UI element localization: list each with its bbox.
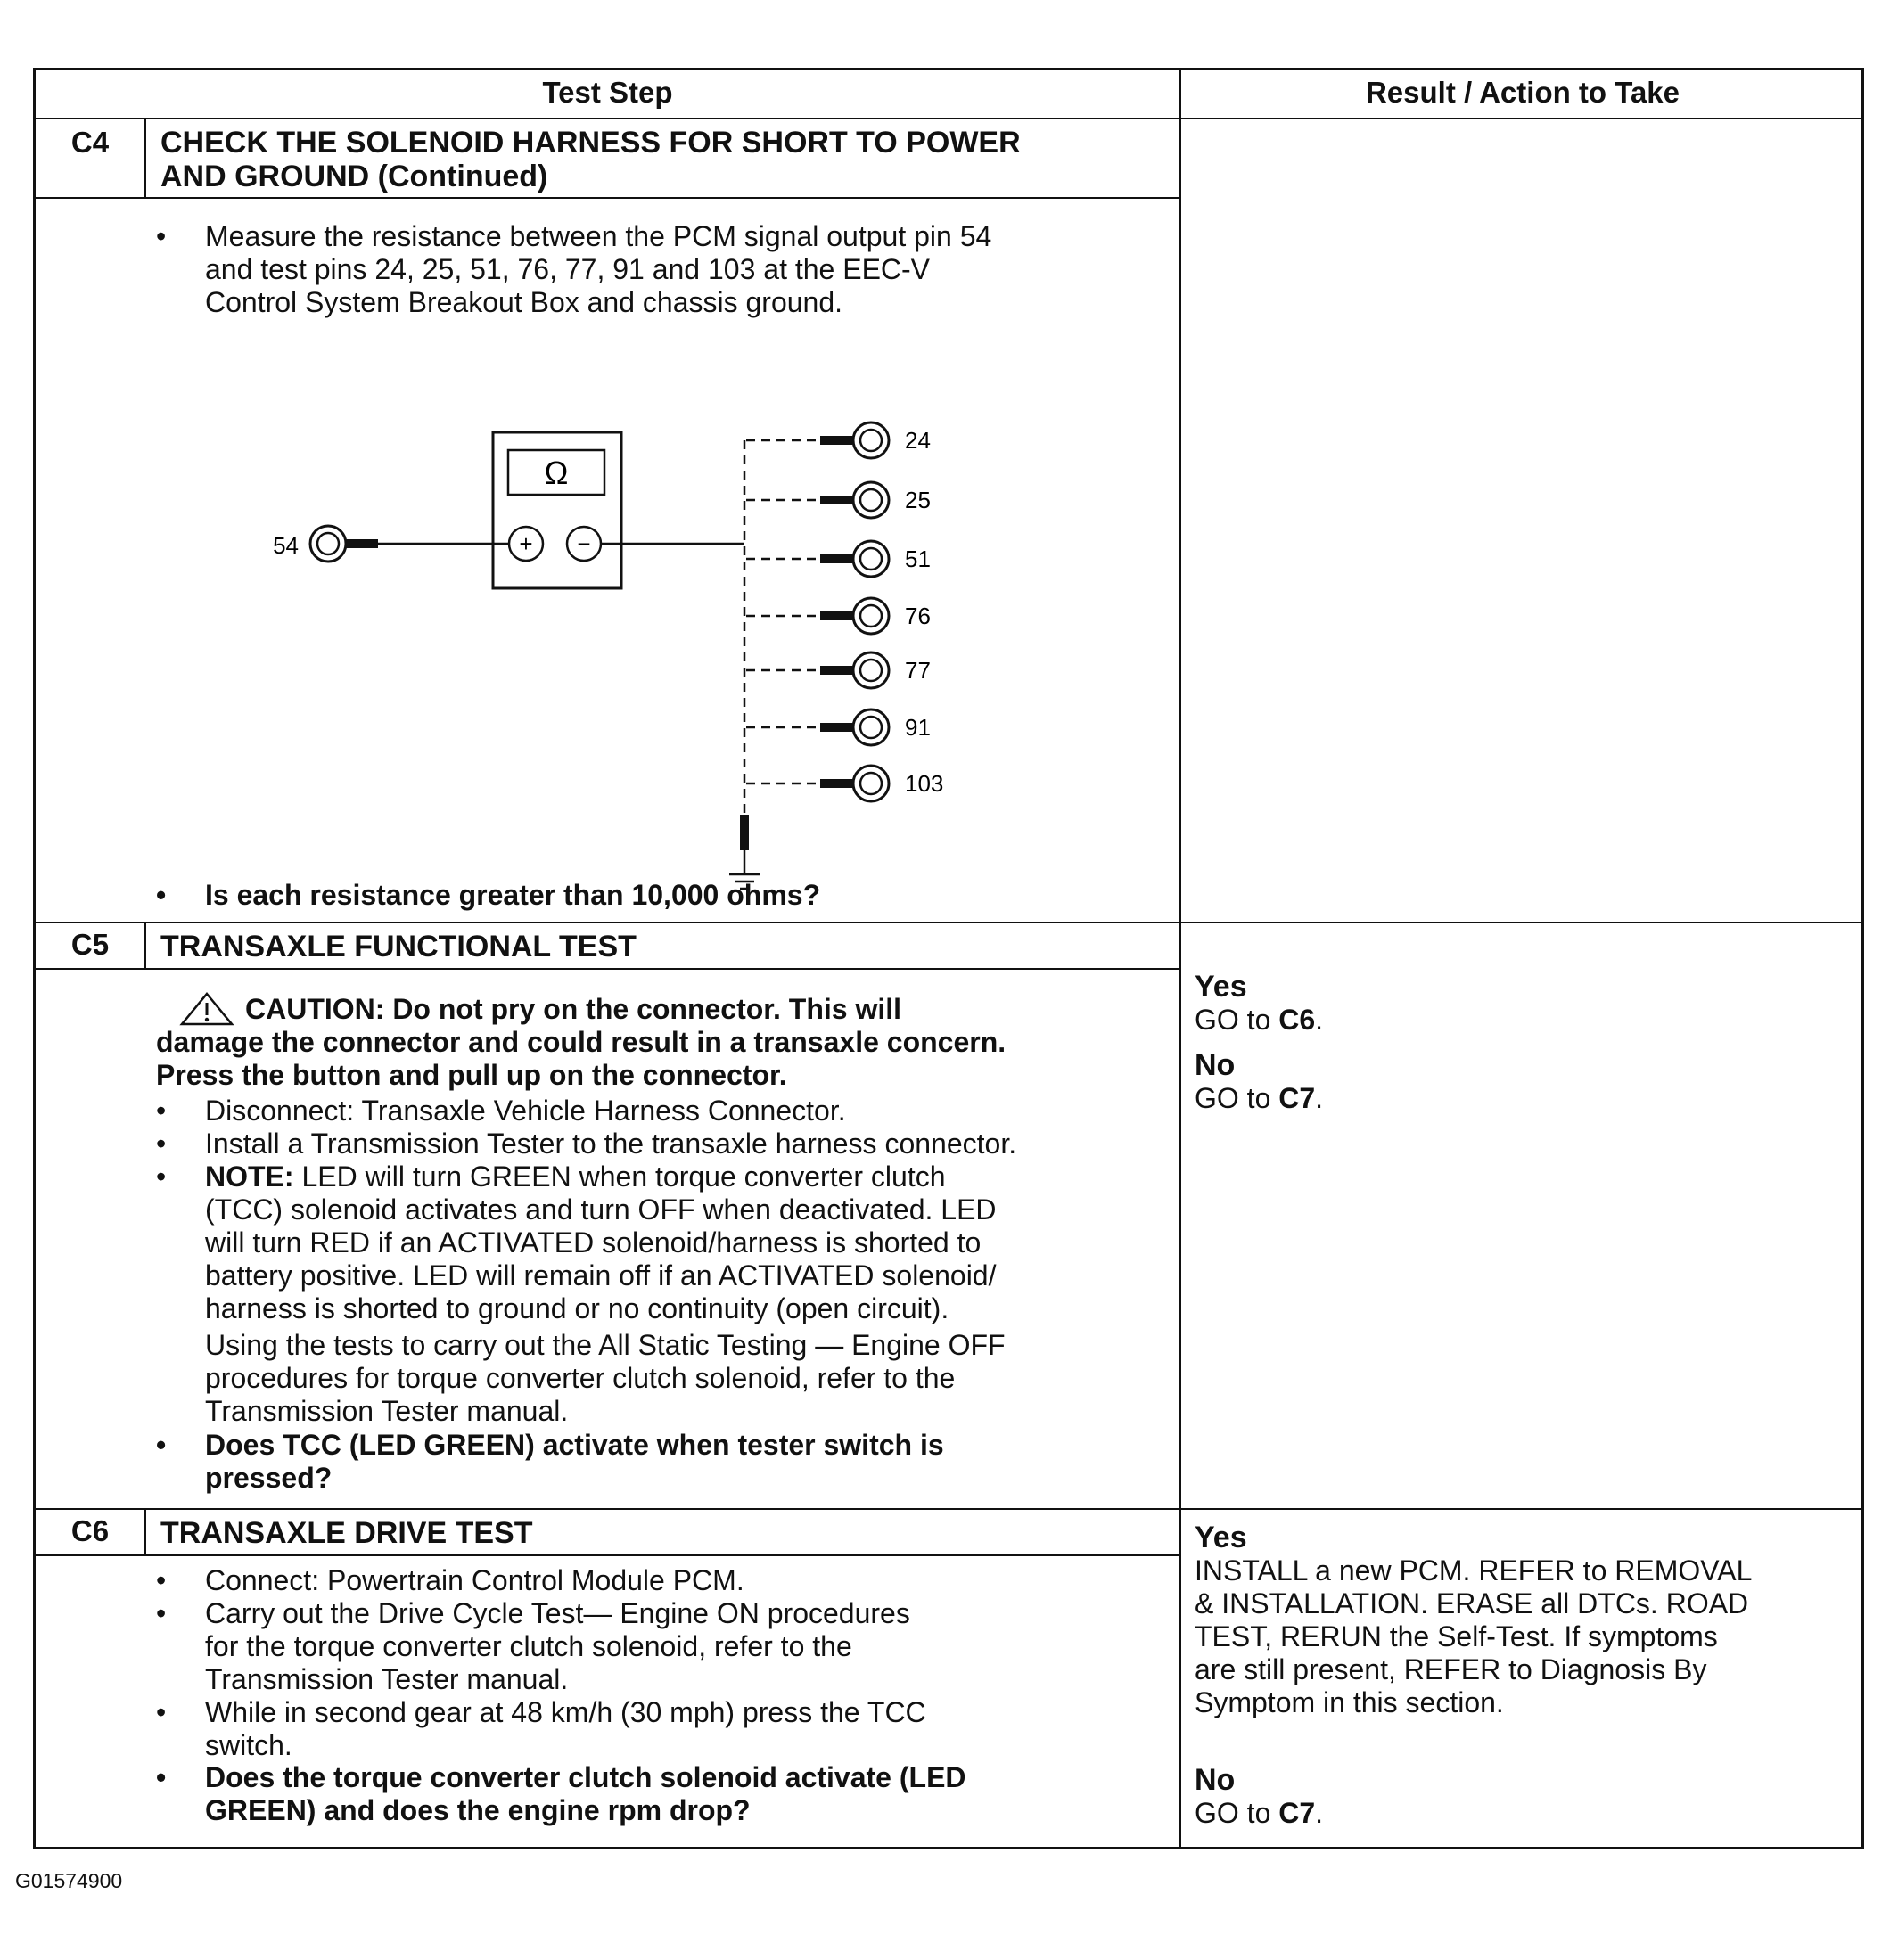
breakout-box-diagram — [250, 338, 1016, 908]
title-rule-c5 — [36, 968, 1179, 970]
header-rule — [36, 118, 1861, 119]
pin-label-91: 91 — [905, 714, 931, 741]
c4-step-measure: • Measure the resistance between the PCM signal output pin 54 and test pins 24, 25, 51, 76, 77, 91 and 103 at the EEC-V Control System Breakout Box and chassis ground. — [156, 220, 992, 318]
pin-label-76: 76 — [905, 603, 931, 629]
pin-row-25 — [746, 482, 931, 518]
pin-row-77 — [746, 652, 931, 688]
code-divider-c6 — [144, 1508, 146, 1555]
c6-step-second-gear: • While in second gear at 48 km/h (30 mph) press the TCC switch. — [156, 1696, 926, 1761]
step-code-c6: C6 — [70, 1514, 110, 1547]
c5-using-tests: Using the tests to carry out the All Static Testing — Engine OFF procedures for torque converter clutch solenoid, refer to the Transmission Tester manual. — [205, 1329, 1006, 1427]
step-title-c4: CHECK THE SOLENOID HARNESS FOR SHORT TO POWER AND GROUND (Continued) — [160, 126, 1021, 193]
pin-label-54: 54 — [273, 532, 299, 559]
title-rule-c4 — [36, 197, 1179, 199]
column-divider — [1179, 70, 1181, 1847]
pin-label-24: 24 — [905, 427, 931, 454]
step-code-c5: C5 — [70, 928, 110, 961]
c5-question: • Does TCC (LED GREEN) activate when tester switch is pressed? — [156, 1429, 944, 1494]
figure-id: G01574900 — [15, 1869, 123, 1892]
pin-row-91 — [746, 709, 931, 745]
c6-yes-action: INSTALL a new PCM. REFER to REMOVAL & INSTALLATION. ERASE all DTCs. ROAD TEST, RERUN the Self-Test. If symptoms are still present, REFER to Diagnosis By Symptom in this section. — [1195, 1554, 1753, 1718]
c5-note: • NOTE: LED will turn GREEN when torque converter clutch (TCC) solenoid activates and turn OFF when deactivated. LED will turn RED if an ACTIVATED solenoid/harness is shorted to battery positive. LED will remain off if an ACTIVATED solenoid/ harness is shorted to ground or no continuity (open circuit). — [156, 1160, 997, 1324]
ohmmeter — [493, 432, 621, 588]
c6-no-label: No — [1195, 1763, 1236, 1797]
c6-step-connect: • Connect: Powertrain Control Module PCM. — [156, 1564, 744, 1596]
c5-yes-label: Yes — [1195, 970, 1247, 1004]
step-title-c6: TRANSAXLE DRIVE TEST — [160, 1516, 533, 1550]
c4-question: • Is each resistance greater than 10,000 ohms? — [156, 879, 821, 911]
pin-label-77: 77 — [905, 657, 931, 684]
pin-row-24 — [746, 422, 931, 458]
c5-step-install: • Install a Transmission Tester to the transaxle harness connector. — [156, 1128, 1017, 1160]
source-pin-54 — [273, 526, 509, 562]
c5-yes-action: GO to C6. — [1195, 1004, 1324, 1036]
pin-row-103 — [746, 766, 943, 801]
caution-icon — [178, 991, 235, 1027]
ground-symbol — [729, 815, 760, 889]
pin-label-51: 51 — [905, 545, 931, 572]
title-rule-c6 — [36, 1554, 1179, 1556]
plus-label: + — [519, 530, 533, 557]
pin-row-76 — [746, 598, 931, 634]
c5-no-action: GO to C7. — [1195, 1082, 1324, 1114]
code-divider-c5 — [144, 922, 146, 969]
c6-yes-label: Yes — [1195, 1521, 1247, 1554]
header-test-step: Test Step — [542, 76, 673, 109]
step-title-c5: TRANSAXLE FUNCTIONAL TEST — [160, 930, 637, 964]
c5-result — [1195, 971, 1854, 1115]
pin-row-51 — [746, 541, 931, 577]
pin-label-25: 25 — [905, 487, 931, 513]
step-code-c4: C4 — [70, 126, 110, 159]
c5-caution: CAUTION: Do not pry on the connector. This will damage the connector and could result in a transaxle concern. Press the button and pull up on the connector. — [156, 993, 1007, 1091]
header-result-action: Result / Action to Take — [1365, 76, 1680, 109]
c6-question: • Does the torque converter clutch solenoid activate (LED GREEN) and does the engine rpm drop? — [156, 1761, 966, 1826]
code-divider-c4 — [144, 118, 146, 198]
row-rule-c5-c6 — [36, 1508, 1861, 1510]
test-step-table — [33, 68, 1864, 1849]
c6-no-action: GO to C7. — [1195, 1797, 1324, 1829]
c5-step-disconnect: • Disconnect: Transaxle Vehicle Harness Connector. — [156, 1095, 846, 1127]
pin-rows — [746, 422, 943, 801]
c6-step-drive-cycle: • Carry out the Drive Cycle Test— Engine ON procedures for the torque converter clutch solenoid, refer to the Transmission Tester manual. — [156, 1597, 910, 1695]
ohm-symbol: Ω — [544, 455, 569, 491]
c5-no-label: No — [1195, 1048, 1236, 1082]
row-rule-c4-c5 — [36, 922, 1861, 923]
pin-label-103: 103 — [905, 770, 944, 797]
c6-result — [1195, 1521, 1854, 1830]
minus-label: − — [577, 530, 591, 557]
